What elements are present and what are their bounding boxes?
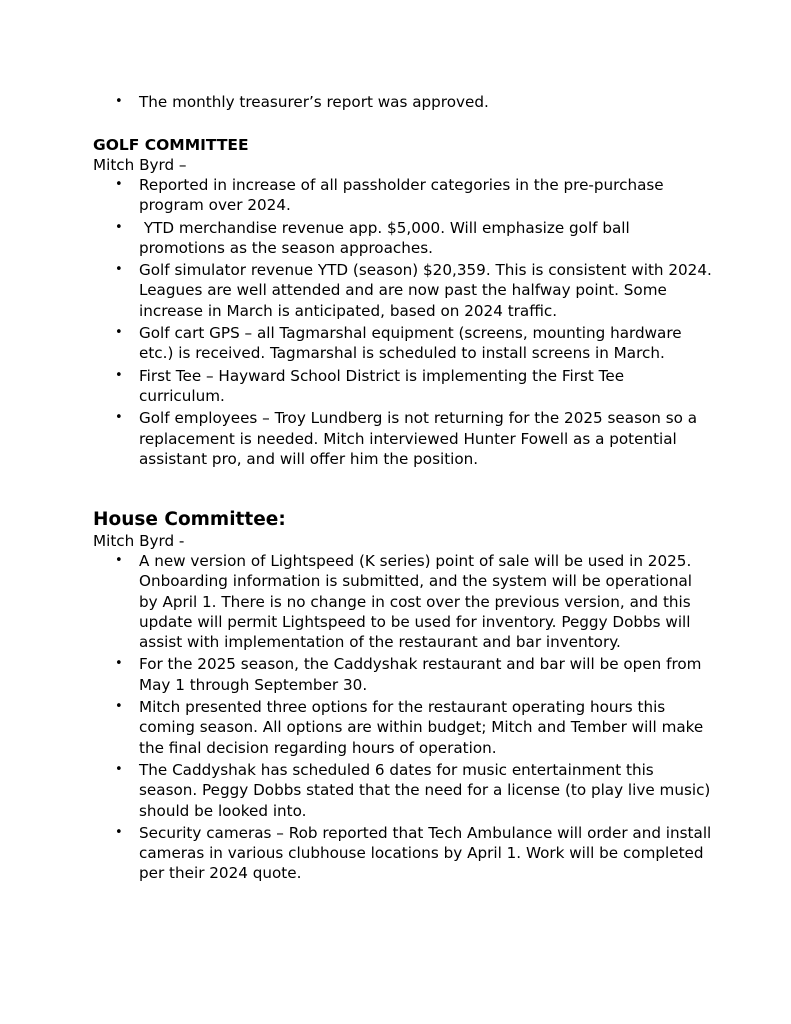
list-item-text: For the 2025 season, the Caddyshak restaurant and bar will be open from May 1 through September 30. <box>139 655 702 694</box>
bullet-icon: • <box>115 94 123 109</box>
list-item <box>93 408 713 469</box>
bullet-icon: • <box>115 699 123 715</box>
list-item-text: The Caddyshak has scheduled 6 dates for music entertainment this season. Peggy Dobbs stated that the need for a license (to play live music) should be looked into. <box>139 760 711 820</box>
list-item-text: The monthly treasurer’s report was approved. <box>139 93 489 111</box>
list-item-text: A new version of Lightspeed (K series) point of sale will be used in 2025. Onboarding information is submitted, and the system will be operational by April 1. There is no change in cost over the previous version, and this update will permit Lightspeed to be used for inventory. Peggy Dobbs will assist with implementation of the restaurant and bar inventory. <box>139 552 692 652</box>
list-item <box>93 260 713 321</box>
list-item <box>93 654 713 695</box>
list-item <box>93 697 713 758</box>
golf-committee-heading: GOLF COMMITTEE <box>93 136 249 154</box>
list-item <box>93 823 713 884</box>
list-item <box>93 92 713 112</box>
list-item-text: Golf simulator revenue YTD (season) $20,359. This is consistent with 2024. Leagues are well attended and are now past the halfway point. Some increase in March is anticipated, based on 2024 traffic. <box>139 261 712 320</box>
list-item-text: First Tee – Hayward School District is implementing the First Tee curriculum. <box>139 366 625 405</box>
list-item-text: YTD merchandise revenue app. $5,000. Will emphasize golf ball promotions as the season approaches. <box>139 218 635 257</box>
bullet-icon: • <box>115 410 123 426</box>
list-item <box>93 760 713 821</box>
treasurer-section <box>93 92 713 114</box>
bullet-icon: • <box>115 367 123 383</box>
bullet-icon: • <box>115 553 123 568</box>
bullet-icon: • <box>115 177 123 192</box>
golf-committee-presenter: Mitch Byrd – <box>93 156 187 174</box>
list-item <box>93 175 713 216</box>
list-item-text: Golf employees – Troy Lundberg is not returning for the 2025 season so a replacement is needed. Mitch interviewed Hunter Fowell as a potential assistant pro, and will offer him the position. <box>139 409 698 468</box>
bullet-icon: • <box>115 325 123 341</box>
list-item-text: Mitch presented three options for the restaurant operating hours this coming season. All options are within budget; Mitch and Tember will make the final decision regarding hours of operation. <box>139 698 704 757</box>
bullet-icon: • <box>115 761 123 777</box>
list-item <box>93 218 713 259</box>
bullet-icon: • <box>115 656 123 672</box>
house-committee-heading: House Committee: <box>93 509 286 530</box>
list-item <box>93 323 713 364</box>
top-bullet-list <box>93 92 713 112</box>
list-item-text: Security cameras – Rob reported that Tech Ambulance will order and install cameras in various clubhouse locations by April 1. Work will be completed per their 2024 quote. <box>139 823 712 883</box>
list-item-text: Reported in increase of all passholder categories in the pre-purchase program over 2024. <box>139 176 664 215</box>
list-item-text: Golf cart GPS – all Tagmarshal equipment (screens, mounting hardware etc.) is received. Tagmarshal is scheduled to install screens in March. <box>139 324 682 363</box>
list-item <box>93 551 713 652</box>
bullet-icon: • <box>115 824 123 840</box>
bullet-icon: • <box>115 219 123 235</box>
house-bullet-list <box>93 551 713 884</box>
house-committee-presenter: Mitch Byrd - <box>93 532 185 550</box>
list-item <box>93 366 713 407</box>
house-committee-section <box>93 509 713 886</box>
golf-committee-section <box>93 135 713 471</box>
golf-bullet-list <box>93 175 713 469</box>
bullet-icon: • <box>115 262 123 278</box>
